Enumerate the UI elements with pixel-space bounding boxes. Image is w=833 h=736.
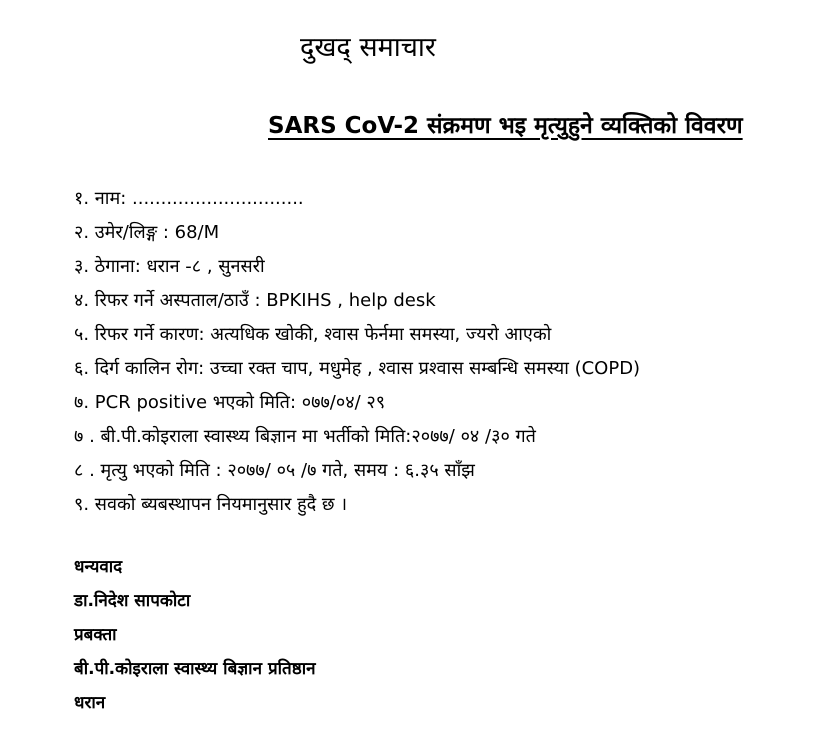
signature-name: डा.निदेश सापकोटा: [74, 591, 191, 611]
document-title: दुखद् समाचार: [300, 32, 436, 63]
signature-block: [74, 550, 316, 720]
detail-pcr-positive-date: ७. PCR positive भएको मिति: ०७७/०४/ २९: [74, 392, 386, 413]
detail-death-date-time: ८ . मृत्यु भएको मिति : २०७७/ ०५ /७ गते, समय : ६.३५ साँझ: [74, 460, 475, 481]
document-subtitle: SARS CoV-2 संक्रमण भइ मृत्युहुने व्यक्तिको विवरण: [268, 113, 743, 139]
signature-designation: प्रबक्ता: [74, 625, 117, 645]
signature-location: धरान: [74, 693, 106, 713]
detail-body-management: ९. सवको ब्यबस्थापन नियमानुसार हुदै छ ।: [74, 494, 348, 515]
detail-age-gender: २. उमेर/लिङ्ग : 68/M: [74, 222, 220, 243]
patient-details-list: [74, 182, 640, 522]
detail-referral-reason: ५. रिफर गर्ने कारण: अत्यधिक खोकी, श्वास फेर्नमा समस्या, ज्यरो आएको: [74, 324, 552, 345]
signature-thanks: धन्यवाद: [74, 557, 123, 577]
detail-referring-hospital: ४. रिफर गर्ने अस्पताल/ठाउँ : BPKIHS , help desk: [74, 290, 436, 311]
detail-admission-date: ७ . बी.पी.कोइराला स्वास्थ्य बिज्ञान मा भर्तीको मिति:२०७७/ ०४ /३० गते: [74, 426, 536, 447]
detail-address: ३. ठेगाना: धरान -८ , सुनसरी: [74, 256, 265, 277]
detail-name: १. नाम: ..............................: [74, 188, 304, 209]
detail-chronic-disease: ६. दिर्ग कालिन रोग: उच्चा रक्त चाप, मधुमेह , श्वास प्रश्वास सम्बन्धि समस्या (COPD): [74, 358, 641, 379]
signature-organization: बी.पी.कोइराला स्वास्थ्य बिज्ञान प्रतिष्ठान: [74, 659, 316, 679]
